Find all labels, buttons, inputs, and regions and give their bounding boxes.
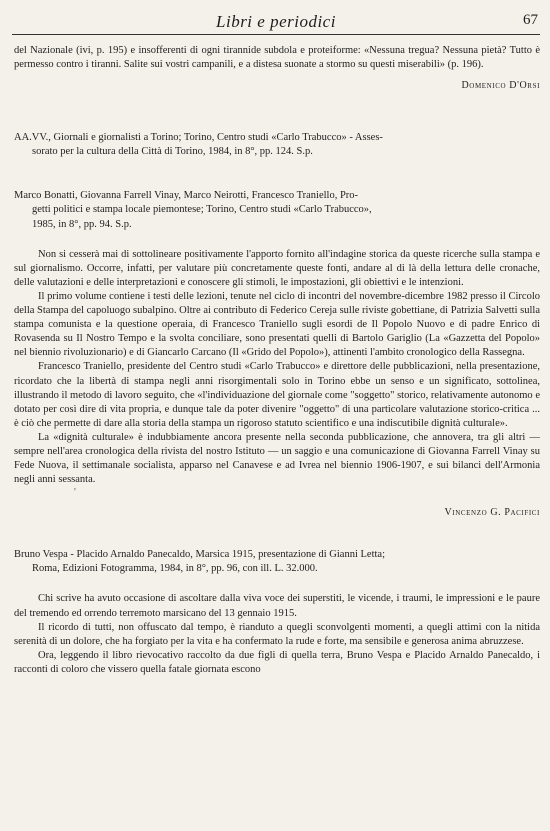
book-entry-line: sorato per la cultura della Città di Torino, 1984, in 8°, pp. 124. S.p. — [32, 146, 313, 158]
journal-section-title: Libri e periodici — [216, 12, 336, 31]
review-paragraph: Ora, leggendo il libro rievocativo raccolto da due figli di quella terra, Bruno Vespa e Placido Arnaldo Panecaldo, i racconti di coloro che vissero quella fatale giornata escono — [14, 649, 540, 675]
book-entry-line: Bruno Vespa - Placido Arnaldo Panecaldo, Marsica 1915, presentazione di Gianni Letta; — [14, 549, 385, 561]
review-paragraph: Il primo volume contiene i testi delle lezioni, tenute nel ciclo di incontri del novembre-dicembre 1982 presso il Circolo della Stampa del capoluogo subalpino. Oltre ai contributo di Federico Cereja sulle riviste gobettiane, di Patrizia Salvetti sulla stampa comunista e la questione operaia, di Francesco Traniello sugli esordi de Il Popolo Nuovo e di padre Enrico di Rovasenda su Il Nostro Tempo e la svolta conciliare, sono presentati quelli di Bartolo Gariglio (La «Gazzetta del Popolo» nel biennio rivoluzionario) e di Giancarlo Carcano (Il «Grido del Popolo»), attinenti l'ambito cronologico della Rassegna. — [14, 290, 540, 359]
review-paragraph: La «dignità culturale» è indubbiamente ancora presente nella seconda pubblicazione, che annovera, tra gli altri — sempre nell'area cronologica della rivista del nostro Istituto — un saggio e una comunicazione di Giovanna Farrell Vinay su Fede Nuova, il settimanale socialista, apparso nel Canavese e ad Ivrea nel biennio 1906-1907, e sui bilanci dell'Armonia negli anni sessanta. — [14, 431, 540, 486]
book-entry-line: AA.VV., Giornali e giornalisti a Torino; Torino, Centro studi «Carlo Trabucco» - Asses- — [14, 132, 383, 144]
review-paragraph: Francesco Traniello, presidente del Centro studi «Carlo Trabucco» e direttore delle pubblicazioni, nella presentazione, ricordato che la libertà di stampa negli anni risorgimentali solo in Torino ebbe un senso e un significato, sottolinea, illustrando il metodo di lavoro seguito, che «l'individuazione del giornale come "soggetto" storico, relativamente autonomo e dotato per così dire di vita propria, e dunque tale da poter divenire "oggetto" di una particolare valutazione storico-critica ... è ciò che permette di dare alla storia della stampa un rigoroso statuto scientifico e una indiscutibile dignità culturale». — [14, 361, 540, 429]
review-paragraph: Il ricordo di tutti, non offuscato dal tempo, è rianduto a quegli sconvolgenti momenti, a quegli attimi con la nitida serenità di un dolore, che ha forgiato per la vita e ha confermato la rude e forte, ma sensibile e generosa anima abruzzese. — [14, 621, 540, 647]
page-number: 67 — [523, 12, 538, 28]
book-entry-line: getti politici e stampa locale piemontese; Torino, Centro studi «Carlo Trabucco», — [32, 204, 372, 216]
running-header — [12, 12, 540, 35]
book-entry-line: Roma, Edizioni Fotogramma, 1984, in 8°, pp. 96, con ill. L. 32.000. — [32, 563, 318, 575]
page-body — [14, 44, 540, 677]
book-entry — [14, 189, 540, 231]
stray-mark: ' — [74, 487, 76, 499]
reviewer-signature: Domenico D'Orsi — [461, 80, 540, 92]
reviewer-signature: Vincenzo G. Pacifici — [444, 507, 540, 519]
book-entry — [14, 131, 540, 159]
review-paragraph: Non si cesserà mai di sottolineare positivamente l'apporto fornito all'indagine storica da queste ricerche sulla stampa e sul giornalismo. Occorre, infatti, per valutare più concretamente queste fonti, andare al di là della lettura delle cronache, delle valutazioni e delle interpretazioni e conoscere gli stimoli, le impostazioni, gli obiettivi e le intenzioni. — [14, 248, 540, 288]
book-entry-line: Marco Bonatti, Giovanna Farrell Vinay, Marco Neirotti, Francesco Traniello, Pro- — [14, 190, 359, 202]
book-entry — [14, 548, 540, 576]
review-paragraph: Chi scrive ha avuto occasione di ascoltare dalla viva voce dei superstiti, le vicende, i traumi, le impressioni e le paure del tremendo ed orrendo terremoto marsicano del 13 gennaio 1915. — [14, 593, 540, 619]
book-entry-line: 1985, in 8°, pp. 94. S.p. — [32, 218, 132, 230]
review-paragraph: del Nazionale (ivi, p. 195) e insofferenti di ogni tirannide subdola e proteiforme: «Nessuna tregua? Nessuna pietà? Tutto è permesso contro i tiranni. Salite sui vostri campanili, e a distesa suonate a stormo su questi miserabili» (p. 196). — [14, 45, 540, 71]
